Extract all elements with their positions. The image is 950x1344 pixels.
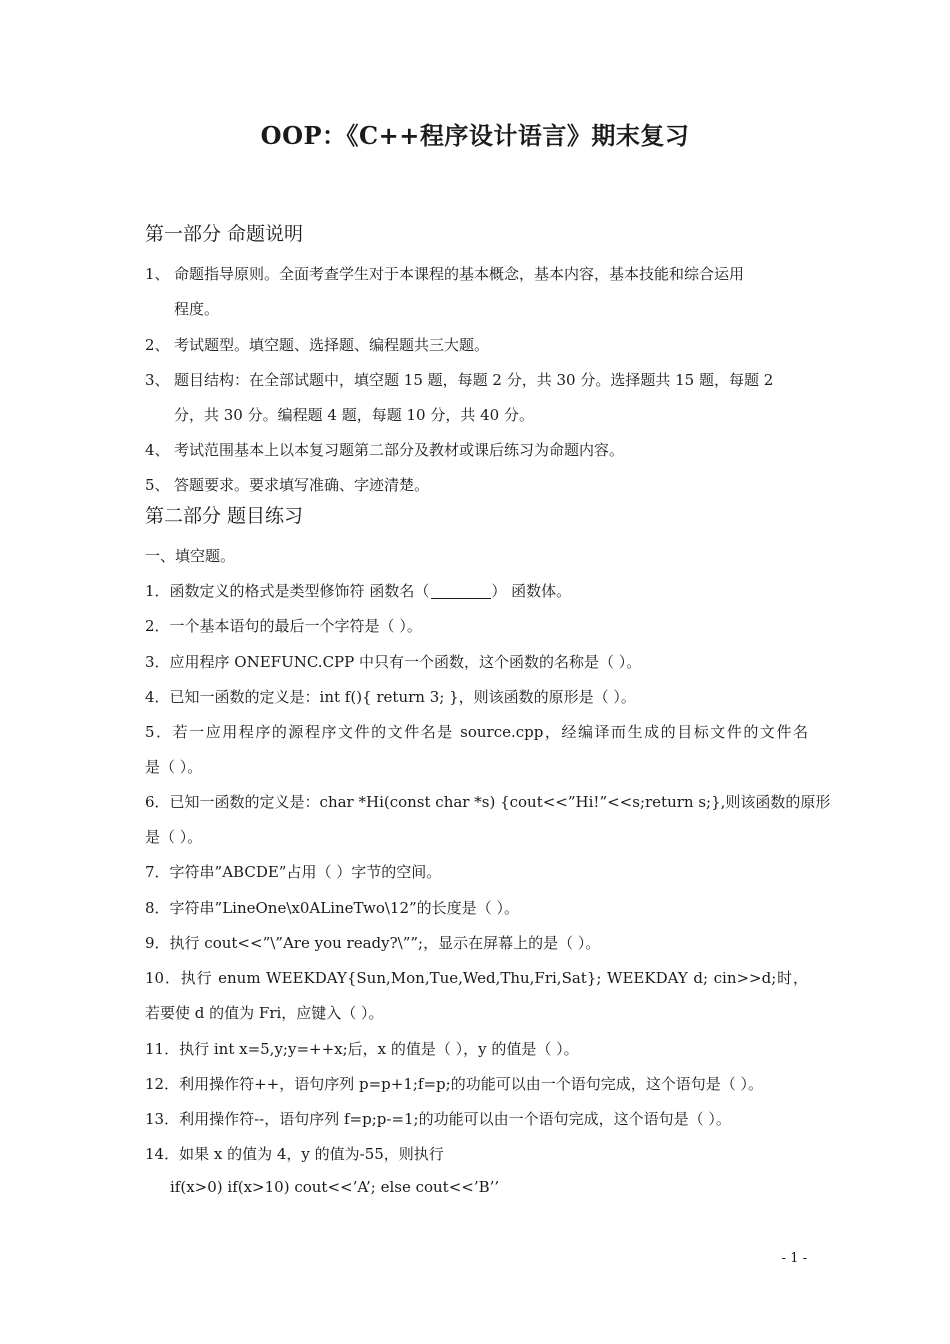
page-number: - 1 - <box>781 1251 807 1266</box>
question-1-text-b: ） 函数体。 <box>491 582 572 600</box>
part1-item-3 <box>145 369 773 390</box>
question-10: 10．执行 enum WEEKDAY{Sun,Mon,Tue,Wed,Thu,Fri,Sat}; WEEKDAY d; cin>>d;时， <box>145 969 808 987</box>
question-14-code: if(x>0) if(x>10) cout<<’A’; else cout<<’B’’ <box>170 1178 500 1196</box>
fill-in-subheading: 一、填空题。 <box>145 547 236 565</box>
item-text: 考试题型。填空题、选择题、编程题共三大题。 <box>174 336 490 354</box>
question-4: 4．已知一函数的定义是：int f(){ return 3; }，则该函数的原形是（ ）。 <box>145 688 636 706</box>
question-3: 3．应用程序 ONEFUNC.CPP 中只有一个函数，这个函数的名称是（ ）。 <box>145 653 642 671</box>
question-9: 9．执行 cout<<”\”Are you ready?\””;，显示在屏幕上的是（ ）。 <box>145 934 601 952</box>
answer-blank <box>431 583 491 599</box>
part1-item-1 <box>145 263 744 284</box>
item-number: 2、 <box>145 336 170 354</box>
item-number: 3、 <box>145 371 170 389</box>
part1-heading: 第一部分 命题说明 <box>145 223 304 245</box>
item-text: 考试范围基本上以本复习题第二部分及教材或课后练习为命题内容。 <box>174 441 625 459</box>
question-8: 8．字符串”LineOne\x0ALineTwo\12”的长度是（ ）。 <box>145 899 519 917</box>
question-12: 12．利用操作符++，语句序列 p=p+1;f=p;的功能可以由一个语句完成，这个语句是（ ）。 <box>145 1075 763 1093</box>
question-6: 6．已知一函数的定义是：char *Hi(const char *s) {cout<<”Hi!”<<s;return s;},则该函数的原形 <box>145 793 831 811</box>
item-text: 题目结构：在全部试题中，填空题 15 题，每题 2 分，共 30 分。选择题共 15 题，每题 2 <box>174 371 774 389</box>
item-number: 5、 <box>145 476 170 494</box>
question-14: 14．如果 x 的值为 4，y 的值为-55，则执行 <box>145 1145 444 1163</box>
part1-item-4 <box>145 439 624 460</box>
question-2: 2．一个基本语句的最后一个字符是（ ）。 <box>145 617 422 635</box>
question-5: 5．若一应用程序的源程序文件的文件名是 source.cpp，经编译而生成的目标文件的文件名 <box>145 723 808 741</box>
question-6-cont: 是（ ）。 <box>145 828 203 846</box>
part1-item-1-cont: 程度。 <box>174 300 220 318</box>
part1-item-3-cont: 分，共 30 分。编程题 4 题，每题 10 分，共 40 分。 <box>174 406 534 424</box>
item-number: 4、 <box>145 441 170 459</box>
part1-item-5 <box>145 474 429 495</box>
question-1-text-a: 1．函数定义的格式是类型修饰符 函数名（ <box>145 582 430 600</box>
item-text: 命题指导原则。全面考查学生对于本课程的基本概念，基本内容，基本技能和综合运用 <box>174 265 745 283</box>
question-7: 7．字符串”ABCDE”占用（ ）字节的空间。 <box>145 863 442 881</box>
part1-item-2 <box>145 334 489 355</box>
question-5-cont: 是（ ）。 <box>145 758 203 776</box>
question-11: 11．执行 int x=5,y;y=++x;后，x 的值是（ ），y 的值是（ ）。 <box>145 1040 579 1058</box>
item-number: 1、 <box>145 265 170 283</box>
page-title: OOP：《C++程序设计语言》期末复习 <box>260 121 690 150</box>
part2-heading: 第二部分 题目练习 <box>145 505 304 527</box>
question-1 <box>145 580 571 601</box>
question-13: 13．利用操作符--，语句序列 f=p;p-=1;的功能可以由一个语句完成，这个语句是（ ）。 <box>145 1110 731 1128</box>
item-text: 答题要求。要求填写准确、字迹清楚。 <box>174 476 430 494</box>
question-10-cont: 若要使 d 的值为 Fri，应键入（ ）。 <box>145 1004 384 1022</box>
